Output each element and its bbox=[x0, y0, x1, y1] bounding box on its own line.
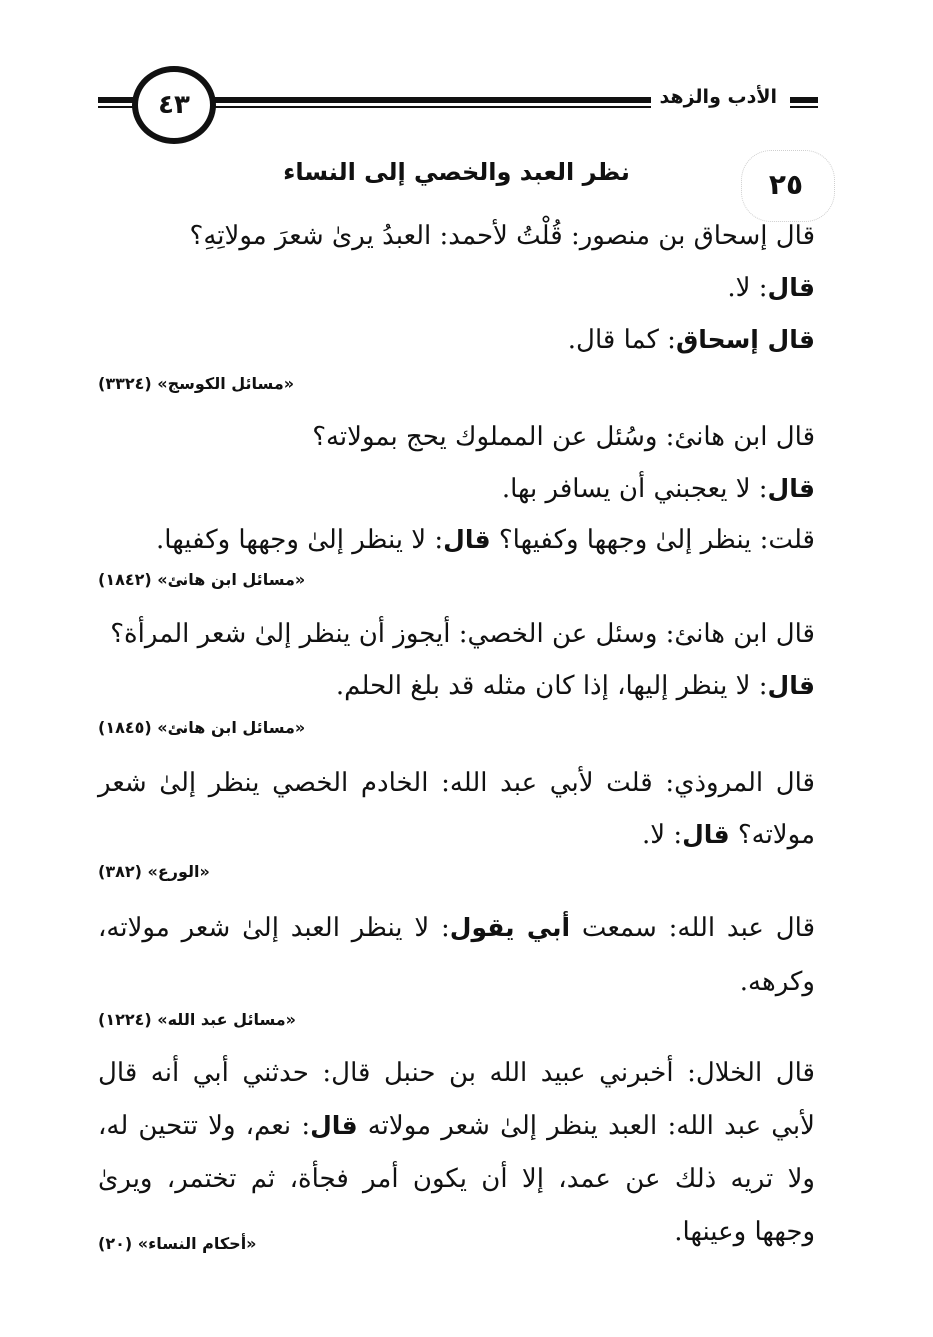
section-number: ٢٥ bbox=[768, 167, 804, 201]
entry-4-source: «الورع» (٣٨٢) bbox=[98, 862, 210, 881]
entry-6-line-2: لأبي عبد الله: العبد ينظر إلىٰ شعر مولاته قال: نعم، ولا تتحين له، bbox=[98, 1111, 815, 1141]
speaker-label: قال bbox=[310, 1111, 358, 1140]
speaker-label: قال bbox=[767, 671, 815, 700]
entry-6-line-4: وجهها وعينها. bbox=[674, 1217, 815, 1247]
speaker-label: قال bbox=[682, 820, 730, 849]
page-number: ٤٣ bbox=[132, 66, 216, 144]
entry-5-source: «مسائل عبد الله» (١٢٢٤) bbox=[98, 1010, 296, 1029]
header-rule-thick bbox=[200, 97, 678, 103]
entry-5-line-1: قال عبد الله: سمعت أبي يقول: لا ينظر العبد إلىٰ شعر مولاته، bbox=[98, 913, 816, 943]
speaker-label: قال إسحاق bbox=[675, 325, 815, 354]
running-title: الأدب والزهد bbox=[651, 86, 785, 108]
entry-2-line-1: قال ابن هانئ: وسُئل عن المملوك يحج بمولاته؟ bbox=[312, 422, 815, 452]
entry-6-line-1: قال الخلال: أخبرني عبيد الله بن حنبل قال: حدثني أبي أنه قال bbox=[98, 1058, 815, 1088]
header-rule-thick-right bbox=[790, 97, 818, 103]
entry-1-line-1: قال إسحاق بن منصور: قُلْتُ لأحمد: العبدُ يرىٰ شعرَ مولاتِهِ؟ bbox=[189, 221, 815, 251]
entry-1-source: «مسائل الكوسج» (٣٣٢٤) bbox=[98, 374, 295, 393]
speaker-label: أبي يقول bbox=[449, 913, 571, 942]
entry-4-line-1: قال المروذي: قلت لأبي عبد الله: الخادم الخصي ينظر إلىٰ شعر bbox=[98, 768, 815, 798]
entry-2-source: «مسائل ابن هانئ» (١٨٤٢) bbox=[98, 570, 306, 589]
header-rule-thin bbox=[200, 106, 678, 108]
entry-6-source: «أحكام النساء» (٢٠) bbox=[98, 1234, 257, 1253]
entry-6-line-3: ولا تريه ذلك عن عمد، إلا أن يكون أمر فجأة، ثم تختمر، ويرىٰ bbox=[98, 1164, 815, 1194]
entry-1-line-2: قال: لا. bbox=[727, 273, 815, 303]
speaker-label: قال bbox=[767, 273, 815, 302]
entry-5-line-2: وكرهه. bbox=[739, 967, 815, 997]
entry-3-line-1: قال ابن هانئ: وسئل عن الخصي: أيجوز أن ينظر إلىٰ شعر المرأة؟ bbox=[110, 619, 815, 649]
entry-1-line-3: قال إسحاق: كما قال. bbox=[567, 325, 815, 355]
entry-4-line-2: مولاته؟ قال: لا. bbox=[641, 820, 815, 850]
speaker-label: قال bbox=[443, 525, 491, 554]
entry-2-line-2: قال: لا يعجبني أن يسافر بها. bbox=[501, 474, 815, 504]
entry-3-source: «مسائل ابن هانئ» (١٨٤٥) bbox=[98, 718, 306, 737]
section-title: نظر العبد والخصي إلى النساء bbox=[283, 158, 630, 186]
entry-3-line-2: قال: لا ينظر إليها، إذا كان مثله قد بلغ الحلم. bbox=[335, 671, 815, 701]
entry-2-line-3: قلت: ينظر إلىٰ وجهها وكفيها؟ قال: لا ينظر إلىٰ وجهها وكفيها. bbox=[156, 525, 815, 555]
header-rule-thin-right bbox=[790, 106, 818, 108]
speaker-label: قال bbox=[767, 474, 815, 503]
